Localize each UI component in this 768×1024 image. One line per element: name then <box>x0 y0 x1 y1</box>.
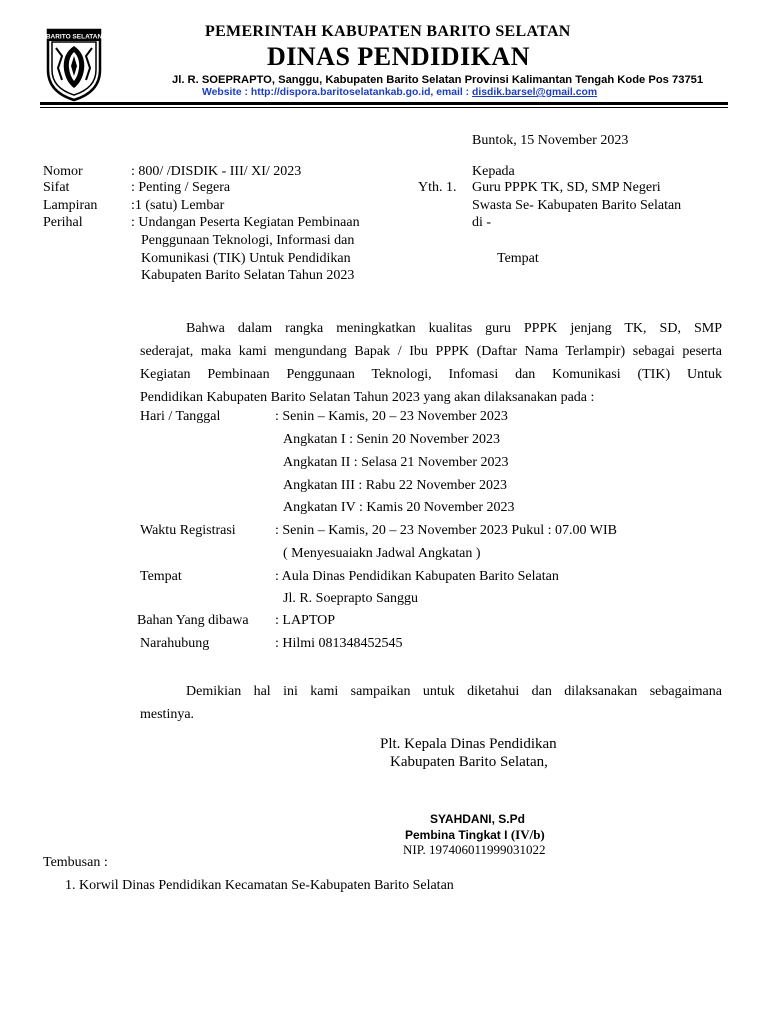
website-text: Website : http://dispora.baritoselatankab.go.id, email : <box>202 87 473 98</box>
detail-value: Angkatan III : Rabu 22 November 2023 <box>283 478 507 493</box>
detail-value: : Aula Dinas Pendidikan Kabupaten Barito Selatan <box>275 569 559 584</box>
agency-heading: DINAS PENDIDIKAN <box>267 42 530 71</box>
detail-value: : Senin – Kamis, 20 – 23 November 2023 Pukul : 07.00 WIB <box>275 523 617 538</box>
detail-value: : Senin – Kamis, 20 – 23 November 2023 <box>275 409 508 424</box>
body-line: Kegiatan Pembinaan Penggunaan Teknologi, Infomasi dan Komunikasi (TIK) Untuk <box>140 367 722 382</box>
meta-value: : Undangan Peserta Kegiatan Pembinaan <box>131 215 360 230</box>
cc-item: 1. Korwil Dinas Pendidikan Kecamatan Se-Kabupaten Barito Selatan <box>65 878 454 893</box>
detail-value: Jl. R. Soeprapto Sanggu <box>283 591 418 606</box>
subject-line: Penggunaan Teknologi, Informasi dan <box>141 233 355 248</box>
recipient-line: Guru PPPK TK, SD, SMP Negeri <box>472 180 661 195</box>
logo-text: BARITO SELATAN <box>45 33 103 41</box>
agency-contact <box>202 87 597 98</box>
meta-label: Sifat <box>43 180 70 195</box>
detail-label: Hari / Tanggal <box>140 409 221 424</box>
subject-line: Komunikasi (TIK) Untuk Pendidikan <box>141 251 351 266</box>
meta-value: : 800/ /DISDIK - III/ XI/ 2023 <box>131 164 302 179</box>
recipient-line: Swasta Se- Kabupaten Barito Selatan <box>472 198 682 213</box>
email-link[interactable]: disdik.barsel@gmail.com <box>472 87 598 98</box>
meta-value: :1 (satu) Lembar <box>131 198 225 213</box>
meta-value: : Penting / Segera <box>131 180 231 195</box>
letterhead-rule-thin <box>40 107 728 108</box>
signatory-position: Kabupaten Barito Selatan, <box>390 754 548 770</box>
detail-label: Waktu Registrasi <box>140 523 236 538</box>
detail-value: Angkatan I : Senin 20 November 2023 <box>283 432 500 447</box>
detail-value: Angkatan IV : Kamis 20 November 2023 <box>283 500 515 515</box>
detail-label: Narahubung <box>140 636 210 651</box>
recipient-yth: Yth. 1. <box>418 180 457 195</box>
closing-paragraph <box>140 680 722 726</box>
closing-line: Demikian hal ini kami sampaikan untuk diketahui dan dilaksanakan sebagaimana <box>186 684 722 699</box>
rank-text: Pembina Tingkat I <box>405 828 511 842</box>
detail-value: : LAPTOP <box>275 613 336 628</box>
government-heading: PEMERINTAH KABUPATEN BARITO SELATAN <box>205 23 571 40</box>
letter-date: Buntok, 15 November 2023 <box>472 133 629 148</box>
letterhead-rule-thick <box>40 102 728 105</box>
detail-label: Bahan Yang dibawa <box>137 613 249 628</box>
detail-label: Tempat <box>140 569 182 584</box>
signatory-rank <box>405 827 545 843</box>
signatory-name: SYAHDANI, S.Pd <box>430 812 525 826</box>
recipient-kepada: Kepada <box>472 164 515 179</box>
meta-label: Lampiran <box>43 198 98 213</box>
subject-line: Kabupaten Barito Selatan Tahun 2023 <box>141 268 355 283</box>
detail-value: : Hilmi 081348452545 <box>275 636 403 651</box>
detail-value: Angkatan II : Selasa 21 November 2023 <box>283 455 509 470</box>
body-line: sederajat, maka kami mengundang Bapak / Ibu PPPK (Daftar Nama Terlampir) sebagai peserta <box>140 344 722 359</box>
body-paragraph <box>140 317 722 409</box>
body-line: Bahwa dalam rangka meningkatkan kualitas guru PPPK jenjang TK, SD, SMP <box>186 321 722 336</box>
agency-address: Jl. R. SOEPRAPTO, Sanggu, Kabupaten Barito Selatan Provinsi Kalimantan Tengah Kode Pos 73751 <box>172 74 704 86</box>
rank-grade: (IV/b) <box>510 827 545 842</box>
detail-value: ( Menyesuaiakn Jadwal Angkatan ) <box>283 546 481 561</box>
recipient-tempat: Tempat <box>497 251 539 266</box>
closing-line: mestinya. <box>140 707 195 722</box>
signatory-position: Plt. Kepala Dinas Pendidikan <box>380 736 557 752</box>
meta-label: Nomor <box>43 164 83 179</box>
signatory-nip: NIP. 197406011999031022 <box>403 842 546 857</box>
regency-emblem-logo <box>42 26 106 102</box>
cc-title: Tembusan : <box>43 855 108 870</box>
meta-label: Perihal <box>43 215 83 230</box>
body-line: Pendidikan Kabupaten Barito Selatan Tahun 2023 yang akan dilaksanakan pada : <box>140 390 595 405</box>
recipient-di: di - <box>472 215 492 230</box>
